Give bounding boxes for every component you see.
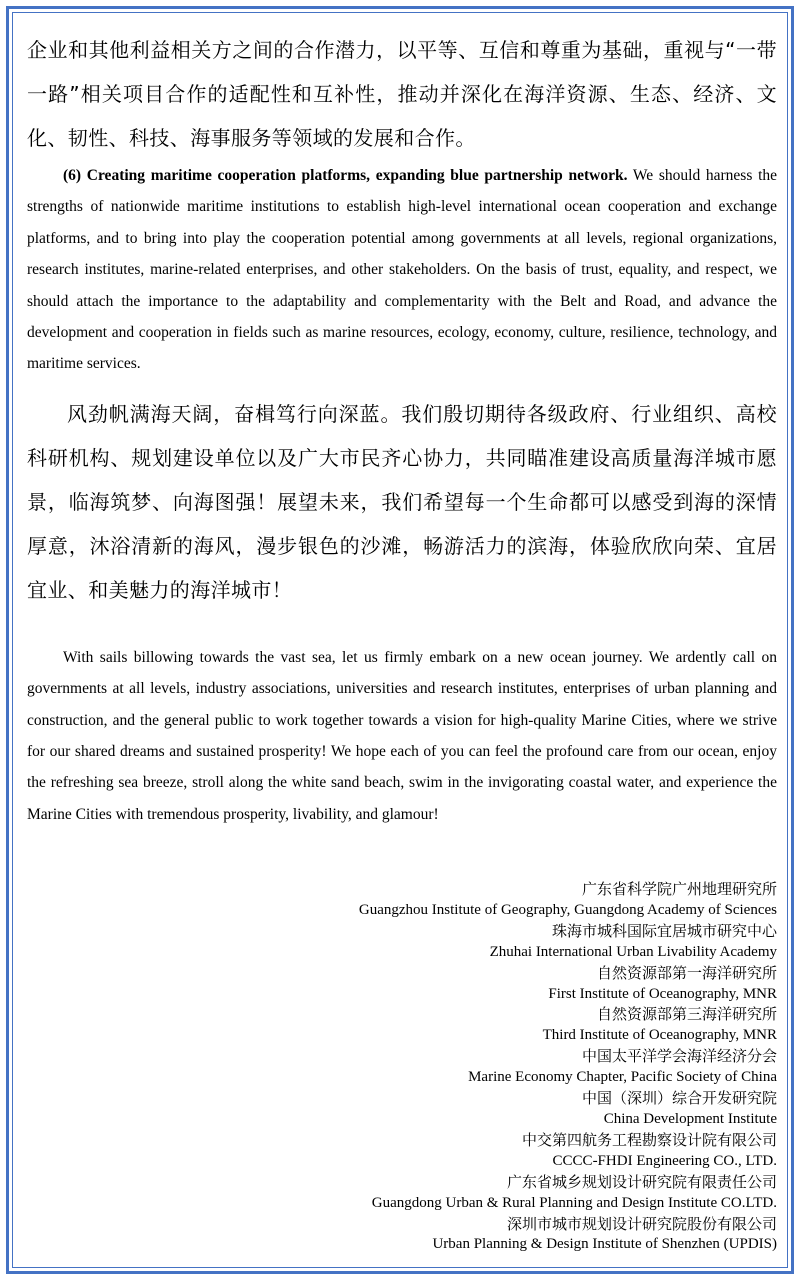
- signatory-en-5: Marine Economy Chapter, Pacific Society of China: [468, 1069, 777, 1086]
- signatory-cn-1: 广东省科学院广州地理研究所: [581, 880, 777, 898]
- en-paragraph-closing: With sails billowing towards the vast sea, let us firmly embark on a new ocean journey. We ardently call on governments at all levels, industry associations, universities and research institutes, enterprises of urban planning and construction, and the general public to work together towards a vision for high-quality Marine Cities, where we strive for our shared dreams and sustained prosperity! We hope each of you can feel the profound care from our ocean, enjoy the refreshing sea breeze, stroll along the white sand beach, swim in the invigorating coastal water, and experience the Marine Cities with tremendous prosperity, livability, and glamour!: [27, 648, 777, 823]
- signatory-en-4: Third Institute of Oceanography, MNR: [542, 1027, 777, 1044]
- signatory-cn-4: 自然资源部第三海洋研究所: [596, 1005, 777, 1024]
- section-6-body: We should harness the strengths of nationwide maritime institutions to establish high-level international ocean cooperation and exchange platforms, and to bring into play the cooperation potential among governments at all levels, regional organizations, research institutes, marine-related enterprises, and other stakeholders. On the basis of trust, equality, and respect, we should attach the importance to the adaptability and complementarity with the Belt and Road, and advance the development and cooperation in fields such as marine resources, ecology, economy, culture, resilience, technology, and maritime services.: [27, 167, 778, 373]
- en-paragraph-section-6: [27, 160, 777, 380]
- signatory-en-2: Zhuhai International Urban Livability Academy: [489, 943, 777, 960]
- cn-paragraph-continuation: 企业和其他利益相关方之间的合作潜力，以平等、互信和尊重为基础，重视与“一带一路”相关项目合作的适配性和互补性，推动并深化在海洋资源、生态、经济、文化、韧性、科技、海事服务等领域的发展和合作。: [27, 38, 777, 150]
- signatory-en-9: Urban Planning & Design Institute of Shenzhen (UPDIS): [432, 1236, 777, 1253]
- signatory-cn-6: 中国（深圳）综合开发研究院: [581, 1089, 777, 1108]
- signatory-en-1: Guangzhou Institute of Geography, Guangdong Academy of Sciences: [358, 901, 777, 918]
- signatory-en-7: CCCC-FHDI Engineering CO., LTD.: [552, 1152, 777, 1169]
- cn-paragraph-closing: 风劲帆满海天阔，奋楫笃行向深蓝。我们殷切期待各级政府、行业组织、高校科研机构、规划建设单位以及广大市民齐心协力，共同瞄准建设高质量海洋城市愿景，临海筑梦、向海图强！展望未来，我们希望每一个生命都可以感受到海的深情厚意，沐浴清新的海风，漫步银色的沙滩，畅游活力的滨海，体验欣欣向荣、宜居宜业、和美魅力的海洋城市！: [27, 401, 777, 602]
- signatory-cn-2: 珠海市城科国际宜居城市研究中心: [551, 921, 777, 940]
- signatory-cn-5: 中国太平洋学会海洋经济分会: [581, 1047, 777, 1066]
- document-body: [27, 28, 777, 830]
- signatory-en-8: Guangdong Urban & Rural Planning and Design Institute CO.LTD.: [371, 1194, 777, 1211]
- signatory-cn-8: 广东省城乡规划设计研究院有限责任公司: [506, 1172, 777, 1191]
- section-6-heading: (6) Creating maritime cooperation platforms, expanding blue partnership network.: [63, 167, 628, 184]
- signatory-cn-7: 中交第四航务工程勘察设计院有限公司: [521, 1130, 777, 1149]
- signatory-cn-3: 自然资源部第一海洋研究所: [596, 963, 777, 982]
- signatories-block: [217, 879, 777, 1255]
- signatory-en-6: China Development Institute: [603, 1110, 777, 1127]
- signatory-en-3: First Institute of Oceanography, MNR: [548, 985, 777, 1002]
- signatory-cn-9: 深圳市城市规划设计研究院股份有限公司: [506, 1214, 777, 1233]
